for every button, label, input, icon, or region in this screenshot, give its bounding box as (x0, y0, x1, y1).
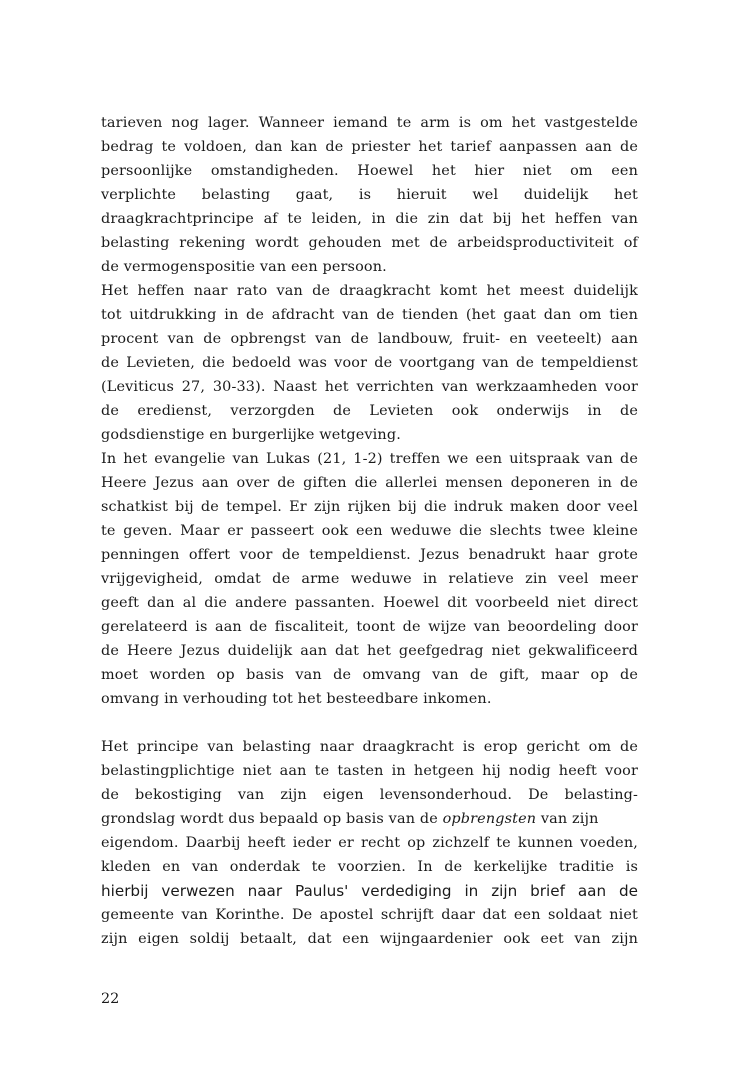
text-line-27: belastingplichtige niet aan te tasten in hetgeen hij nodig heeft voor (101, 763, 638, 779)
text-line-29-start: grondslag wordt dus bepaald op basis van de (101, 811, 443, 827)
text-line-11: de Levieten, die bedoeld was voor de voortgang van de tempeldienst (101, 355, 638, 371)
text-line-14: godsdienstige en burgerlijke wetgeving. (101, 427, 401, 443)
text-line-20: vrijgevigheid, omdat de arme weduwe in relatieve zin veel meer (101, 571, 638, 587)
text-line-15: In het evangelie van Lukas (21, 1-2) treffen we een uitspraak van de (101, 451, 638, 467)
text-line-12: (Leviticus 27, 30-33). Naast het verrichten van werkzaamheden voor (101, 379, 638, 395)
text-line-34: zijn eigen soldij betaalt, dat een wijngaardenier ook eet van zijn (101, 931, 638, 947)
text-line-7: de vermogenspositie van een persoon. (101, 259, 387, 275)
text-line-6: belasting rekening wordt gehouden met de arbeidsproductiviteit of (101, 235, 638, 251)
emphasis-opbrengsten: opbrengsten (442, 811, 537, 827)
text-line-17: schatkist bij de tempel. Er zijn rijken bij die indruk maken door veel (101, 499, 638, 515)
text-line-23: de Heere Jezus duidelijk aan dat het geefgedrag niet gekwalificeerd (101, 643, 638, 659)
text-line-13: de eredienst, verzorgden de Levieten ook onderwijs in de (101, 403, 638, 419)
text-line-2: bedrag te voldoen, dan kan de priester het tarief aanpassen aan de (101, 139, 638, 155)
text-line-19: penningen offert voor de tempeldienst. Jezus benadrukt haar grote (101, 547, 638, 563)
text-line-8: Het heffen naar rato van de draagkracht komt het meest duidelijk (101, 283, 638, 299)
text-line-30: eigendom. Daarbij heeft ieder er recht op zichzelf te kunnen voeden, (101, 835, 638, 851)
text-line-33: gemeente van Korinthe. De apostel schrijft daar dat een soldaat niet (101, 907, 638, 923)
text-line-29 (101, 807, 638, 831)
text-line-31: kleden en van onderdak te voorzien. In de kerkelijke traditie is (101, 859, 638, 875)
text-line-28: de bekostiging van zijn eigen levensonderhoud. De belasting- (101, 787, 638, 803)
text-line-1: tarieven nog lager. Wanneer iemand te arm is om het vastgestelde (101, 115, 638, 131)
text-line-5: draagkrachtprincipe af te leiden, in die zin dat bij het heffen van (101, 211, 638, 227)
text-line-26: Het principe van belasting naar draagkracht is erop gericht om de (101, 739, 638, 755)
text-line-4: verplichte belasting gaat, is hieruit wel duidelijk het (101, 187, 638, 203)
text-line-9: tot uitdrukking in de afdracht van de tienden (het gaat dan om tien (101, 307, 638, 323)
text-line-3: persoonlijke omstandigheden. Hoewel het hier niet om een (101, 163, 638, 179)
text-line-21: geeft dan al die andere passanten. Hoewel dit voorbeeld niet direct (101, 595, 638, 611)
text-line-25: omvang in verhouding tot het besteedbare inkomen. (101, 691, 492, 707)
text-line-22: gerelateerd is aan de fiscaliteit, toont de wijze van beoordeling door (101, 619, 638, 635)
text-line-18: te geven. Maar er passeert ook een weduwe die slechts twee kleine (101, 523, 638, 539)
text-line-32: hierbij verwezen naar Paulus' verdediging in zijn brief aan de (101, 882, 638, 900)
text-line-16: Heere Jezus aan over de giften die allerlei mensen deponeren in de (101, 475, 638, 491)
page-number: 22 (101, 991, 120, 1007)
text-line-24: moet worden op basis van de omvang van de gift, maar op de (101, 667, 638, 683)
text-line-10: procent van de opbrengst van de landbouw, fruit- en veeteelt) aan (101, 331, 638, 347)
text-line-29-end: van zijn (536, 811, 599, 827)
